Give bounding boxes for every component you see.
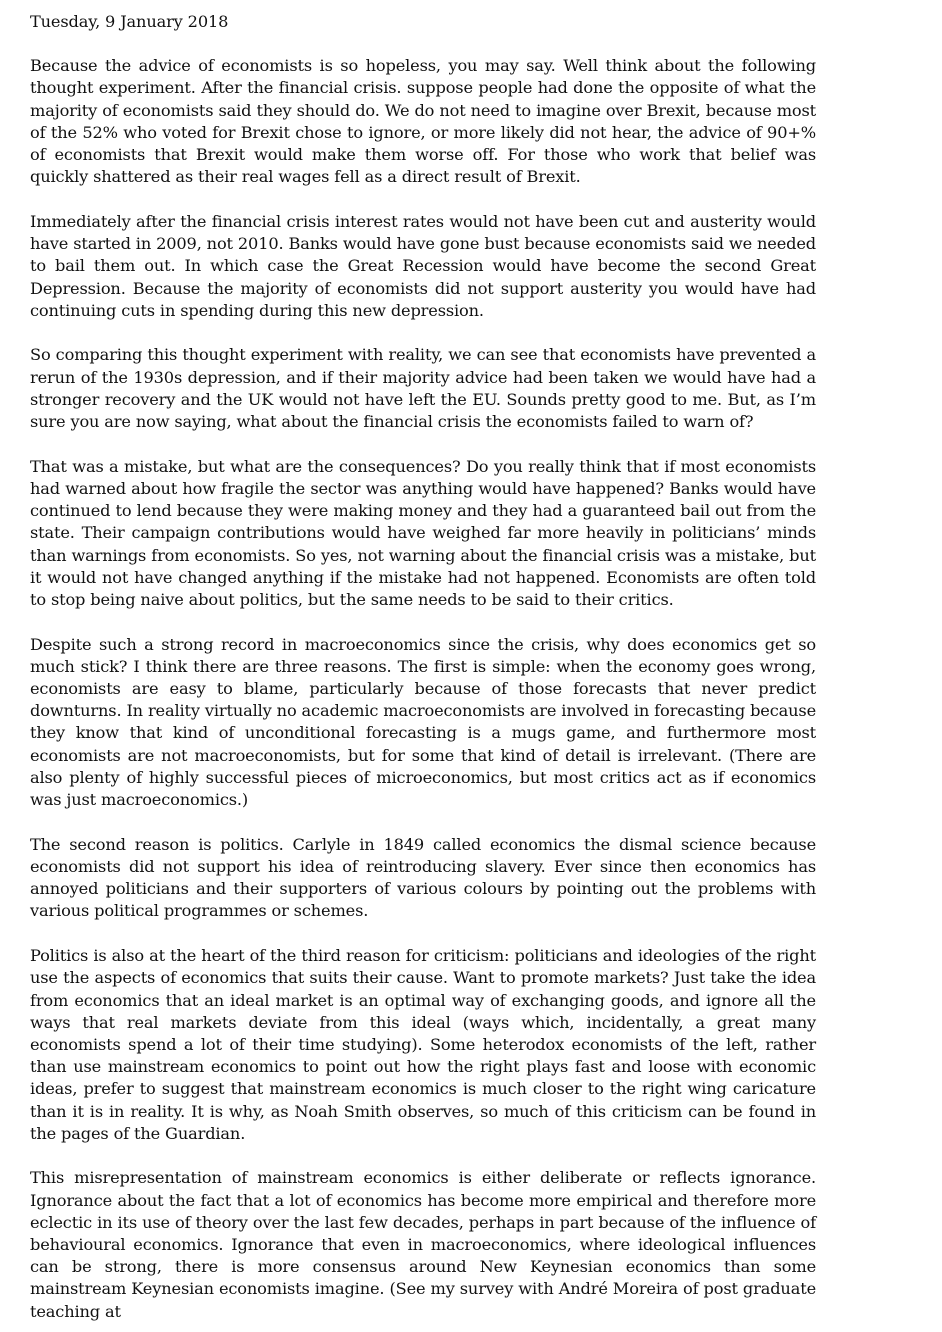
paragraph-advice-thought-experiment: Because the advice of economists is so hopeless, you may say. Well think about the following thought experiment. After the financial crisis. suppose people had done the opposite of what the majority of economists said they should do. We do not need to imagine over Brexit, because most of the 52% who voted for Brexit chose to ignore, or more likely did not hear, the advice of 90+% of economists that Brexit would make them worse off. For those who work that belief was quickly shattered as their real wages fell as a direct result of Brexit. <box>30 56 816 187</box>
paragraph-financial-crisis-counterfactual: Immediately after the financial crisis interest rates would not have been cut and austerity would have started in 2009, not 2010. Banks would have gone bust because economists said we needed to bail them out. In which case the Great Recession would have become the second Great Depression. Because the majority of economists did not support austerity you would have had continuing cuts in spending during this new depression. <box>30 211 816 320</box>
paragraph-misrepresentation: This misrepresentation of mainstream economics is either deliberate or reflects ignorance. Ignorance about the fact that a lot of economics has become more empirical and therefore more eclectic in its use of theory over the last few decades, perhaps in part because of the influence of behavioural economics. Ignorance that even in macroeconomics, where ideological influences can be strong, there is more consensus around New Keynesian economics than some mainstream Keynesian economists imagine. (See my survey with André Moreira of post graduate teaching at <box>30 1168 816 1321</box>
paragraph-three-reasons: Despite such a strong record in macroeconomics since the crisis, why does economics get so much stick? I think there are three reasons. The first is simple: when the economy goes wrong, economists are easy to blame, particularly because of those forecasts that never predict downturns. In reality virtually no academic macroeconomists are involved in forecasting because they know that kind of unconditional forecasting is a mugs game, and furthermore most economists are not macroeconomists, but for some that kind of detail is irrelevant. (There are also plenty of highly successful pieces of microeconomics, but most critics act as if economics was just macroeconomics.) <box>30 634 816 810</box>
document-body <box>30 11 816 1332</box>
document-date: Tuesday, 9 January 2018 <box>30 12 229 31</box>
paragraph-comparing-reality: So comparing this thought experiment with reality, we can see that economists have prevented a rerun of the 1930s depression, and if their majority advice had been taken we would have had a stronger recovery and the UK would not have left the EU. Sounds pretty good to me. But, as I’m sure you are now saying, what about the financial crisis the economists failed to warn of? <box>30 345 816 432</box>
paragraph-second-reason-politics: The second reason is politics. Carlyle in 1849 called economics the dismal science because economists did not support his idea of reintroducing slavery. Ever since then economics has annoyed politicians and their supporters of various colours by pointing out the problems with various political programmes or schemes. <box>30 834 816 921</box>
paragraph-mistake-consequences: That was a mistake, but what are the consequences? Do you really think that if most economists had warned about how fragile the sector was anything would have happened? Banks would have continued to lend because they were making money and they had a guaranteed bail out from the state. Their campaign contributions would have weighed far more heavily in politicians’ minds than warnings from economists. So yes, not warning about the financial crisis was a mistake, but it would not have changed anything if the mistake had not happened. Economists are often told to stop being naive about politics, but the same needs to be said to their critics. <box>30 456 816 609</box>
paragraph-third-reason: Politics is also at the heart of the third reason for criticism: politicians and ideologies of the right use the aspects of economics that suits their cause. Want to promote markets? Just take the idea from economics that an ideal market is an optimal way of exchanging goods, and ignore all the ways that real markets deviate from this ideal (ways which, incidentally, a great many economists spend a lot of their time studying). Some heterodox economists of the left, rather than use mainstream economics to point out how the right plays fast and loose with economic ideas, prefer to suggest that mainstream economics is much closer to the right wing caricature than it is in reality. It is why, as Noah Smith observes, so much of this criticism can be found in the pages of the Guardian. <box>30 946 816 1143</box>
